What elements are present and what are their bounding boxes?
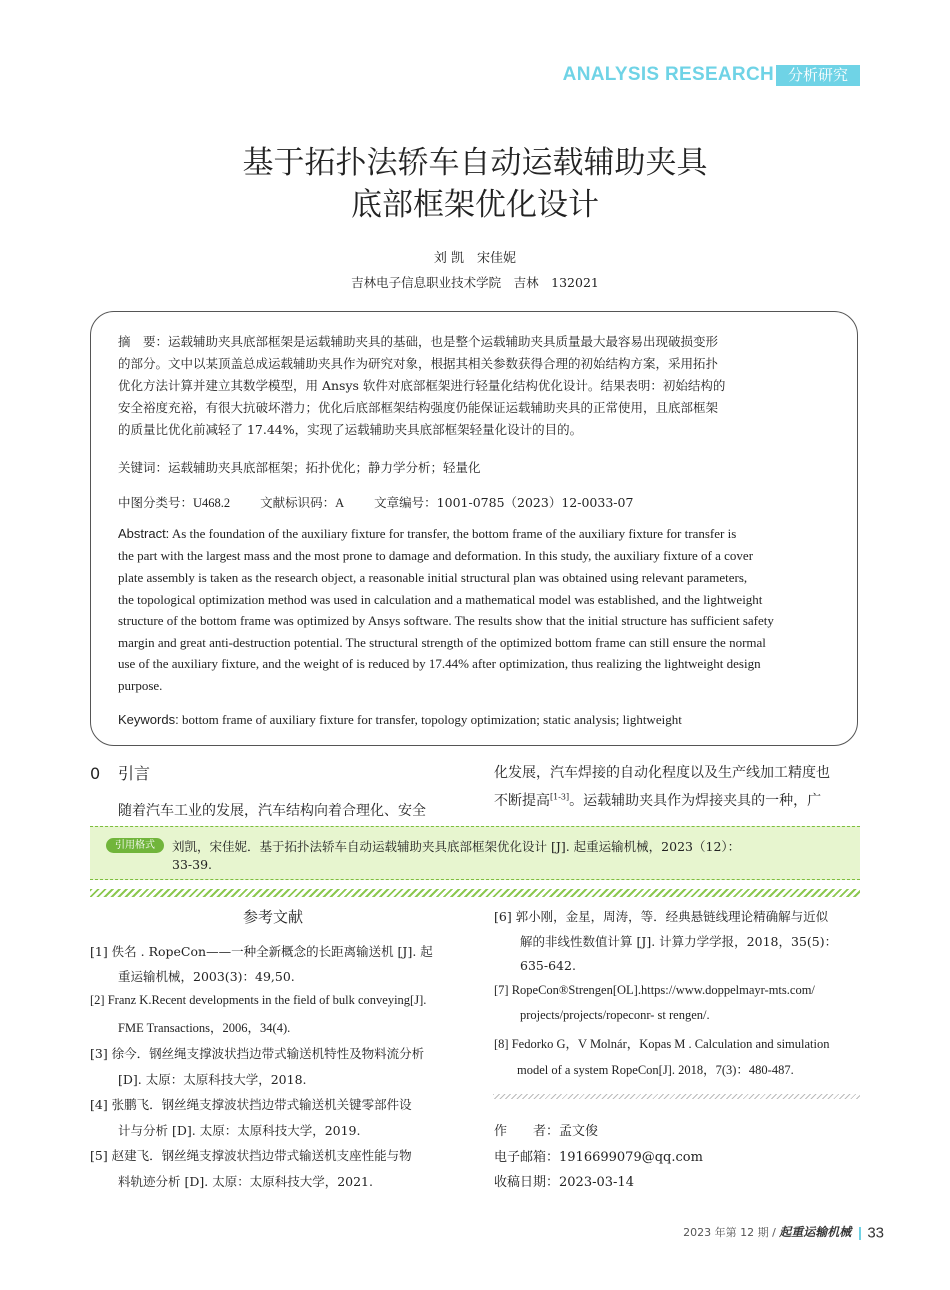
clc-label: 中图分类号： — [118, 495, 194, 510]
footer-divider — [859, 1227, 861, 1240]
abstract-en-line: margin and great anti-destruction potential. The structural strength of the optimized bottom frame can still ensure the normal — [118, 635, 766, 650]
doc-code-label: 文献标识码： — [260, 495, 336, 510]
abstract-en-text: As the foundation of the auxiliary fixture for transfer, the bottom frame of the auxiliary fixture for transfer is — [169, 526, 737, 541]
reference-item-cont: 解的非线性数值计算 [J]. 计算力学学报，2018，35(5)： — [520, 934, 838, 949]
reference-item: [1] 佚名 . RopeCon——一种全新概念的长距离输送机 [J]. 起 — [90, 944, 433, 959]
citation-superscript: [1-3] — [550, 792, 570, 802]
clc-value: U468.2 — [193, 496, 231, 510]
reference-item-cont: model of a system RopeCon[J]. 2018，7(3)：480-487. — [517, 1063, 794, 1077]
reference-item: [7] RopeCon®Strengen[OL].https://www.doppelmayr-mts.com/ — [494, 983, 815, 997]
issue-label: 2023 年第 12 期 / — [683, 1226, 776, 1239]
keywords-cn — [118, 458, 834, 476]
reference-item: [3] 徐今．钢丝绳支撑波状挡边带式输送机特性及物料流分析 — [90, 1046, 425, 1061]
body-text: 不断提高 — [494, 793, 550, 809]
info-label: 作 者： — [494, 1124, 560, 1139]
reference-item: [8] Fedorko G，V Molnár，Kopas M . Calculation and simulation — [494, 1037, 830, 1051]
authors: 刘 凯 宋佳妮 — [433, 251, 517, 266]
info-value: 2023-03-14 — [559, 1175, 634, 1190]
paper-title — [0, 142, 950, 226]
wave-divider — [493, 1094, 860, 1099]
reference-item-cont: 计与分析 [D]. 太原：太原科技大学，2019. — [118, 1123, 361, 1138]
info-label: 收稿日期： — [494, 1175, 560, 1190]
reference-item-cont: FME Transactions，2006，34(4). — [118, 1021, 291, 1035]
abstract-en-line: the topological optimization method was used in calculation and a mathematical model was established, and the lightweight — [118, 592, 763, 607]
doc-code-value: A — [335, 496, 345, 510]
section-label-en: ANALYSIS RESEARCH — [562, 64, 774, 85]
abstract-en-label: Abstract: — [118, 526, 170, 541]
abstract-cn-line: 优化方法计算并建立其数学模型，用 Ansys 软件对底部框架进行轻量化结构优化设计。结果表明：初始结构的 — [118, 378, 726, 393]
article-no-value: 1001-0785（2023）12-0033-07 — [436, 495, 634, 510]
references-title: 参考文献 — [242, 908, 303, 926]
title-line-2: 底部框架优化设计 — [351, 187, 599, 223]
article-no-label: 文章编号： — [374, 495, 437, 510]
reference-item-cont: 料轨迹分析 [D]. 太原：太原科技大学，2021. — [118, 1174, 373, 1189]
citation-line-2: 33-39. — [172, 857, 213, 872]
reference-item: [4] 张鹏飞．钢丝绳支撑波状挡边带式输送机关键零部件设 — [90, 1097, 412, 1112]
citation-badge: 引用格式 — [106, 838, 164, 853]
reference-item-cont: 重运输机械，2003(3)：49,50. — [118, 969, 295, 984]
abstract-en-line: use of the auxiliary fixture, and the weight of is reduced by 17.44% after optimization, thus realizing the lightweight design — [118, 656, 761, 671]
reference-item: [6] 郭小刚，金星，周涛，等．经典悬链线理论精确解与近似 — [494, 909, 829, 924]
body-text-right-2 — [494, 790, 821, 810]
abstract-cn-label: 摘 要： — [118, 335, 169, 349]
section-label-cn: 分析研究 — [776, 65, 860, 86]
info-value: 孟文俊 — [559, 1124, 599, 1139]
reference-item-cont: 635-642. — [520, 958, 576, 973]
keywords-en-text: bottom frame of auxiliary fixture for transfer, topology optimization; static analysis; lightweight — [178, 712, 682, 727]
abstract-cn-line: 安全裕度充裕，有很大抗破坏潜力；优化后底部框架结构强度仍能保证运载辅助夹具的正常使用，且底部框架 — [118, 400, 719, 415]
reference-item-cont: [D]. 太原：太原科技大学，2018. — [118, 1072, 307, 1087]
abstract-cn-line: 的质量比优化前减轻了 17.44%，实现了运载辅助夹具底部框架轻量化设计的目的。 — [118, 422, 583, 437]
keywords-cn-label: 关键词： — [118, 461, 169, 475]
magazine-name: 起重运输机械 — [779, 1225, 852, 1239]
classification — [118, 493, 834, 511]
abstract-en-line — [118, 526, 834, 542]
hatch-divider — [90, 889, 860, 897]
abstract-en-line: the part with the largest mass and the most prone to damage and deformation. In this study, the auxiliary fixture of a cover — [118, 548, 754, 563]
citation-line-1: 刘凯，宋佳妮．基于拓扑法轿车自动运载辅助夹具底部框架优化设计 [J]. 起重运输机械，2023（12）： — [172, 839, 741, 854]
keywords-cn-text: 运载辅助夹具底部框架；拓扑优化；静力学分析；轻量化 — [168, 460, 481, 475]
reference-item: [5] 赵建飞．钢丝绳支撑波状挡边带式输送机支座性能与物 — [90, 1148, 412, 1163]
section-heading — [90, 761, 150, 784]
author-info-name — [494, 1120, 598, 1139]
abstract-en-line: purpose. — [118, 678, 163, 693]
body-text-right-1: 化发展，汽车焊接的自动化程度以及生产线加工精度也 — [494, 765, 830, 781]
author-info-date — [494, 1171, 634, 1190]
abstract-en-line: structure of the bottom frame was optimized by Ansys software. The results show that the initial structure has sufficient safety — [118, 613, 774, 628]
abstract-cn-line — [118, 332, 834, 350]
body-text-left: 随着汽车工业的发展，汽车结构向着合理化、安全 — [118, 803, 426, 819]
body-text: 。运载辅助夹具作为焊接夹具的一种，广 — [569, 793, 822, 809]
page-footer — [683, 1223, 884, 1242]
affiliation: 吉林电子信息职业技术学院 吉林 132021 — [351, 275, 599, 290]
section-number: 0 — [90, 764, 101, 783]
page-number: 33 — [867, 1224, 884, 1242]
reference-item-cont: projects/projects/ropeconr- st rengen/. — [520, 1008, 710, 1022]
author-info-email — [494, 1146, 703, 1165]
reference-item: [2] Franz K.Recent developments in the field of bulk conveying[J]. — [90, 993, 427, 1007]
abstract-cn-text: 运载辅助夹具底部框架是运载辅助夹具的基础，也是整个运载辅助夹具质量最大最容易出现破损变形 — [168, 334, 719, 349]
email-link[interactable]: 1916699079@qq.com — [559, 1150, 703, 1165]
section-title: 引言 — [118, 764, 151, 783]
title-line-1: 基于拓扑法轿车自动运载辅助夹具 — [242, 145, 708, 181]
keywords-en — [118, 712, 834, 728]
info-label: 电子邮箱： — [494, 1150, 560, 1165]
abstract-cn-line: 的部分。文中以某顶盖总成运载辅助夹具作为研究对象，根据其相关参数获得合理的初始结构方案，采用拓扑 — [118, 356, 719, 371]
keywords-en-label: Keywords: — [118, 712, 179, 727]
abstract-en-line: plate assembly is taken as the research object, a reasonable initial structural plan was obtained using relevant parameters, — [118, 570, 748, 585]
